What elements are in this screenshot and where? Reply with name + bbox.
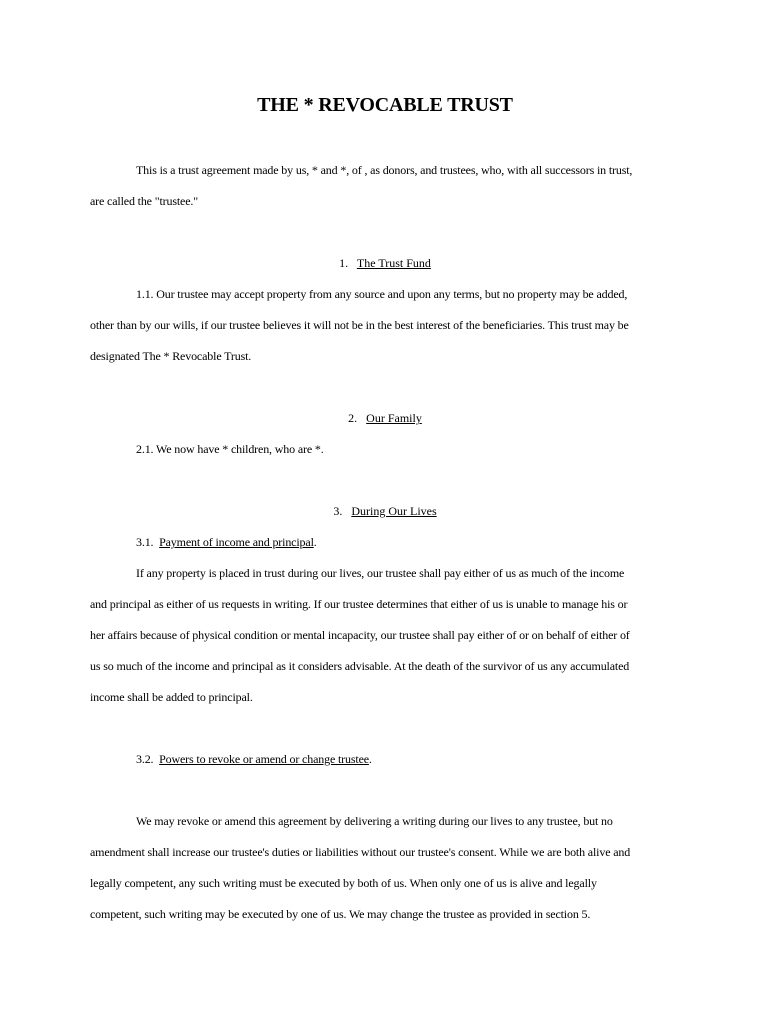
section-2-heading [0, 410, 770, 426]
section-1-title: The Trust Fund [356, 256, 431, 270]
para-3-2-line-4: competent, such writing may be executed by one of us. We may change the trustee as provided in section 5. [90, 907, 591, 921]
section-3-title: During Our Lives [351, 504, 437, 518]
subsection-3-2-heading [136, 751, 736, 767]
para-3-1-line-1: If any property is placed in trust during our lives, our trustee shall pay either of us as much of the income [136, 566, 625, 580]
section-3-heading [0, 503, 770, 519]
subsection-3-1-title: Payment of income and principal [159, 535, 314, 549]
para-3-1-line-4: us so much of the income and principal as it considers advisable. At the death of the survivor of us any accumulated [90, 659, 630, 673]
para-3-2-line-3: legally competent, any such writing must be executed by both of us. When only one of us is alive and legally [90, 876, 597, 890]
subsection-3-1-number: 3.1. [136, 535, 154, 549]
section-3-number: 3. [333, 504, 343, 518]
subsection-3-1-heading [136, 534, 736, 550]
para-2-1: 2.1. We now have * children, who are *. [136, 442, 324, 456]
para-3-2-line-1: We may revoke or amend this agreement by delivering a writing during our lives to any trustee, but no [136, 814, 613, 828]
section-2-number: 2. [348, 411, 358, 425]
para-3-1-line-2: and principal as either of us requests in writing. If our trustee determines that either of us is unable to manage his or [90, 597, 628, 611]
para-3-1-line-3: her affairs because of physical condition or mental incapacity, our trustee shall pay either of or on behalf of either of [90, 628, 630, 642]
para-1-1-line-1: 1.1. Our trustee may accept property from any source and upon any terms, but no property may be added, [136, 287, 628, 301]
intro-line-2: are called the "trustee." [90, 194, 198, 208]
subsection-3-2-period: . [368, 752, 372, 766]
document-title: THE * REVOCABLE TRUST [257, 94, 513, 116]
para-1-1-line-3: designated The * Revocable Trust. [90, 349, 252, 363]
section-1-heading [0, 255, 770, 271]
subsection-3-2-title: Powers to revoke or amend or change trustee [159, 752, 369, 766]
intro-line-1: This is a trust agreement made by us, * and *, of , as donors, and trustees, who, with all successors in trust, [136, 163, 633, 177]
para-1-1-line-2: other than by our wills, if our trustee believes it will not be in the best interest of the beneficiaries. This trust may be [90, 318, 629, 332]
para-3-2-line-2: amendment shall increase our trustee's duties or liabilities without our trustee's consent. While we are both alive and [90, 845, 631, 859]
section-1-number: 1. [339, 256, 349, 270]
para-3-1-line-5: income shall be added to principal. [90, 690, 253, 704]
subsection-3-2-number: 3.2. [136, 752, 154, 766]
section-2-title: Our Family [366, 411, 422, 425]
subsection-3-1-period: . [313, 535, 317, 549]
